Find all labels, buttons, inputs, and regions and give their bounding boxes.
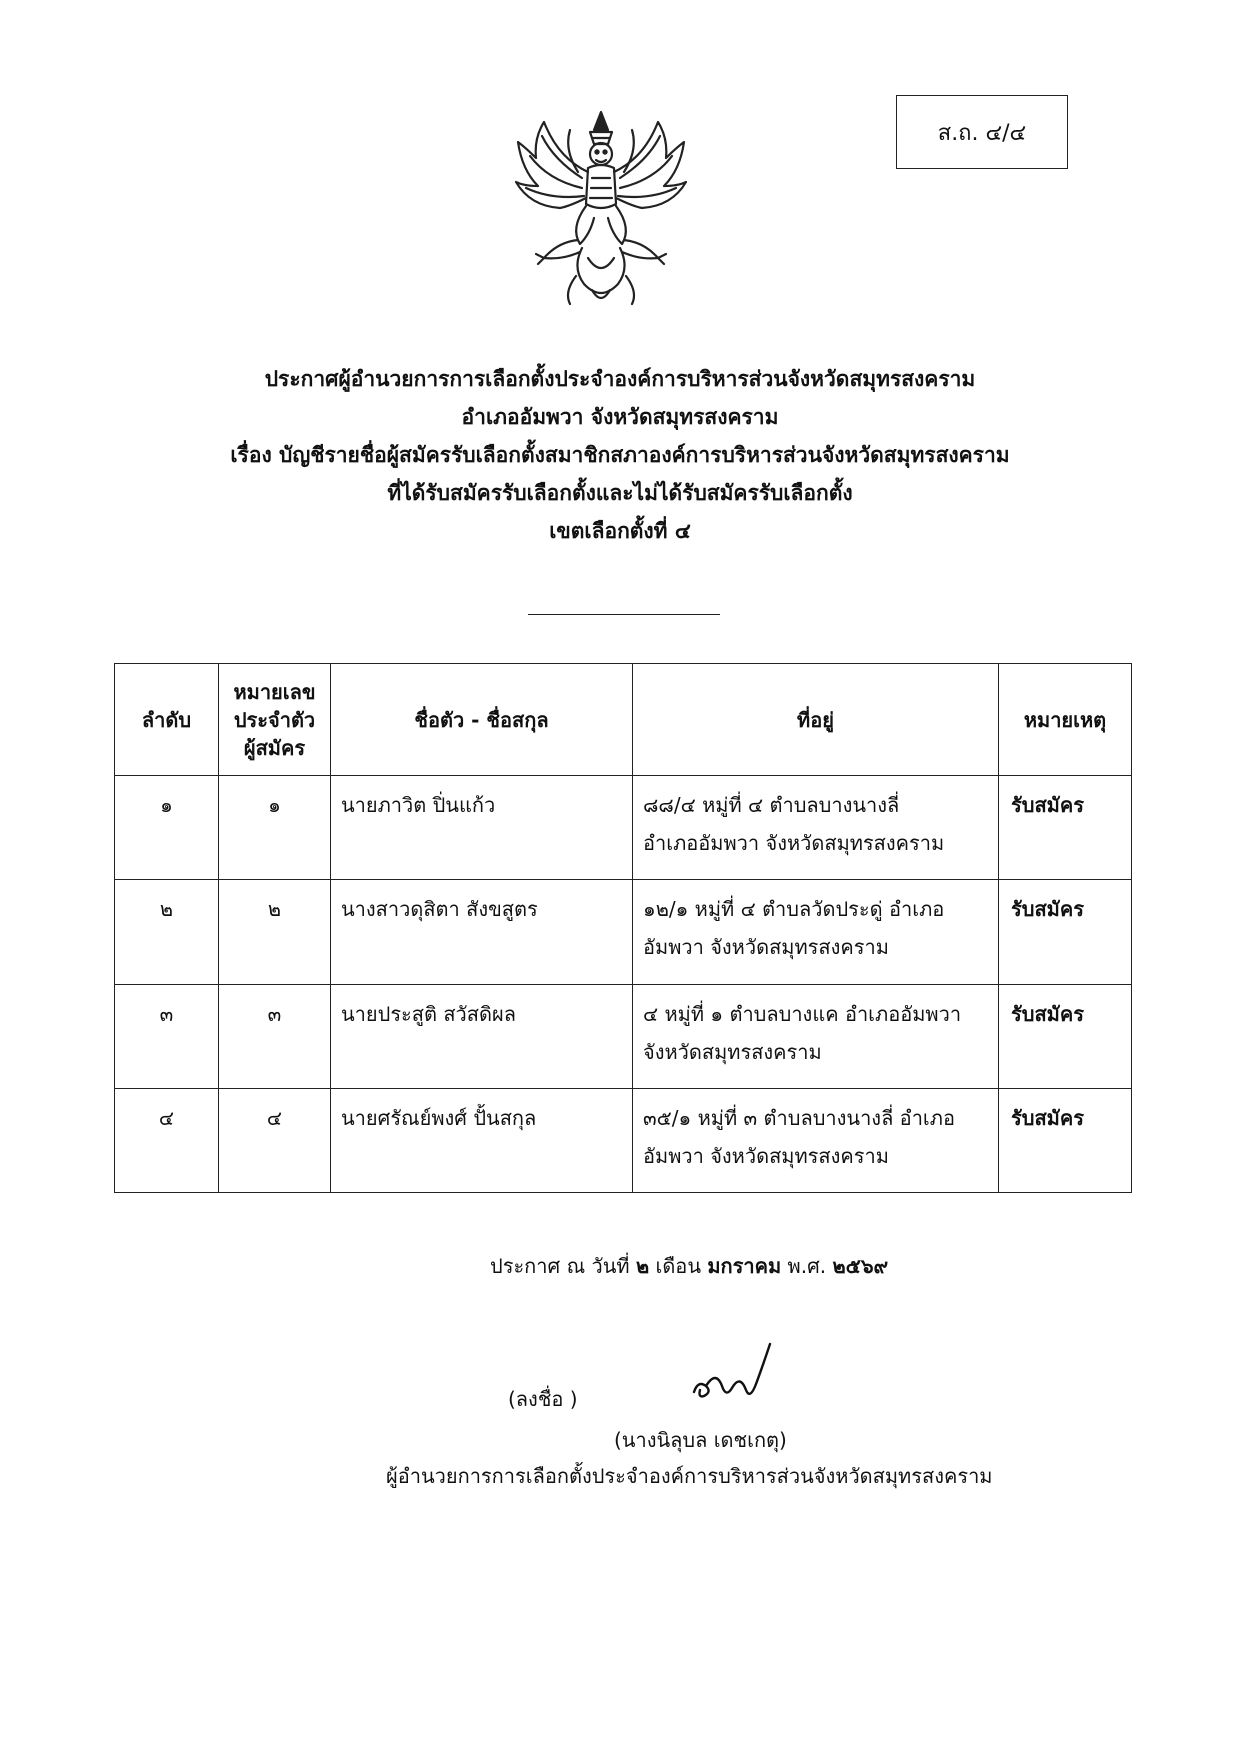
handwritten-signature — [690, 1340, 776, 1410]
row-address — [633, 880, 999, 984]
header-number-line-3: ผู้สมัคร — [243, 735, 306, 760]
date-month-word: เดือน — [649, 1254, 708, 1278]
candidate-table — [114, 663, 1132, 1193]
table-header-row — [115, 664, 1132, 776]
title-line-1: ประกาศผู้อำนวยการการเลือกตั้งประจำองค์การบริหารส่วนจังหวัดสมุทรสงคราม — [264, 367, 976, 391]
header-name: ชื่อตัว - ชื่อสกุล — [331, 664, 633, 776]
date-year-word: พ.ศ. — [781, 1254, 833, 1278]
row-order: ๔ — [115, 1088, 219, 1192]
header-number-line-1: หมายเลข — [233, 679, 316, 704]
row-remark: รับสมัคร — [999, 776, 1132, 880]
row-remark: รับสมัคร — [999, 880, 1132, 984]
row-address — [633, 984, 999, 1088]
title-line-4: ที่ได้รับสมัครรับเลือกตั้งและไม่ได้รับสมัครรับเลือกตั้ง — [387, 481, 853, 505]
title-line-2: อำเภออัมพวา จังหวัดสมุทรสงคราม — [461, 405, 779, 429]
date-day: ๒ — [635, 1254, 650, 1278]
title-line-5: เขตเลือกตั้งที่ ๔ — [549, 519, 691, 543]
row-order: ๒ — [115, 880, 219, 984]
row-name: นายภาวิต ปิ่นแก้ว — [331, 776, 633, 880]
row-remark: รับสมัคร — [999, 1088, 1132, 1192]
signer-name: (นางนิลุบล เดชเกตุ) — [614, 1428, 787, 1452]
address-line-1: ๔ หมู่ที่ ๑ ตำบลบางแค อำเภออัมพวา — [643, 1001, 962, 1026]
header-number-line-2: ประจำตัว — [233, 707, 316, 732]
table-row — [115, 776, 1132, 880]
address-line-2: อัมพวา จังหวัดสมุทรสงคราม — [643, 935, 889, 960]
header-order: ลำดับ — [115, 664, 219, 776]
header-candidate-number — [219, 664, 331, 776]
announcement-title — [0, 360, 1240, 550]
signature-label: (ลงชื่อ ) — [508, 1387, 578, 1411]
row-number: ๓ — [219, 984, 331, 1088]
date-month: มกราคม — [707, 1254, 782, 1278]
title-line-3: เรื่อง บัญชีรายชื่อผู้สมัครรับเลือกตั้งสมาชิกสภาองค์การบริหารส่วนจังหวัดสมุทรสงคราม — [230, 443, 1010, 467]
address-line-2: อำเภออัมพวา จังหวัดสมุทรสงคราม — [643, 831, 945, 855]
row-number: ๔ — [219, 1088, 331, 1192]
address-line-2: จังหวัดสมุทรสงคราม — [643, 1039, 822, 1064]
row-order: ๑ — [115, 776, 219, 880]
row-address — [633, 776, 999, 880]
row-number: ๑ — [219, 776, 331, 880]
table-row — [115, 880, 1132, 984]
row-address — [633, 1088, 999, 1192]
row-name: นายประสูติ สวัสดิผล — [331, 984, 633, 1088]
header-remark: หมายเหตุ — [999, 664, 1132, 776]
signer-position: ผู้อำนวยการการเลือกตั้งประจำองค์การบริหารส่วนจังหวัดสมุทรสงคราม — [386, 1464, 993, 1488]
address-line-2: อัมพวา จังหวัดสมุทรสงคราม — [643, 1143, 889, 1168]
header-address: ที่อยู่ — [633, 664, 999, 776]
title-divider — [528, 614, 720, 615]
row-order: ๓ — [115, 984, 219, 1088]
announcement-date — [490, 1250, 888, 1282]
form-code-box — [896, 95, 1068, 169]
row-name: นางสาวดุสิตา สังขสูตร — [331, 880, 633, 984]
row-number: ๒ — [219, 880, 331, 984]
form-code: ส.ถ. ๔/๔ — [937, 120, 1027, 146]
address-line-1: ๓๕/๑ หมู่ที่ ๓ ตำบลบางนางลี่ อำเภอ — [643, 1105, 955, 1130]
date-prefix: ประกาศ ณ วันที่ — [490, 1254, 636, 1278]
address-line-1: ๑๒/๑ หมู่ที่ ๔ ตำบลวัดประดู่ อำเภอ — [643, 897, 945, 922]
row-remark: รับสมัคร — [999, 984, 1132, 1088]
table-row — [115, 984, 1132, 1088]
date-year: ๒๕๖๙ — [832, 1254, 889, 1278]
garuda-emblem-icon — [508, 108, 694, 308]
table-row — [115, 1088, 1132, 1192]
address-line-1: ๘๘/๔ หมู่ที่ ๔ ตำบลบางนางลี่ — [643, 793, 900, 817]
row-name: นายศรัณย์พงศ์ ปั้นสกุล — [331, 1088, 633, 1192]
